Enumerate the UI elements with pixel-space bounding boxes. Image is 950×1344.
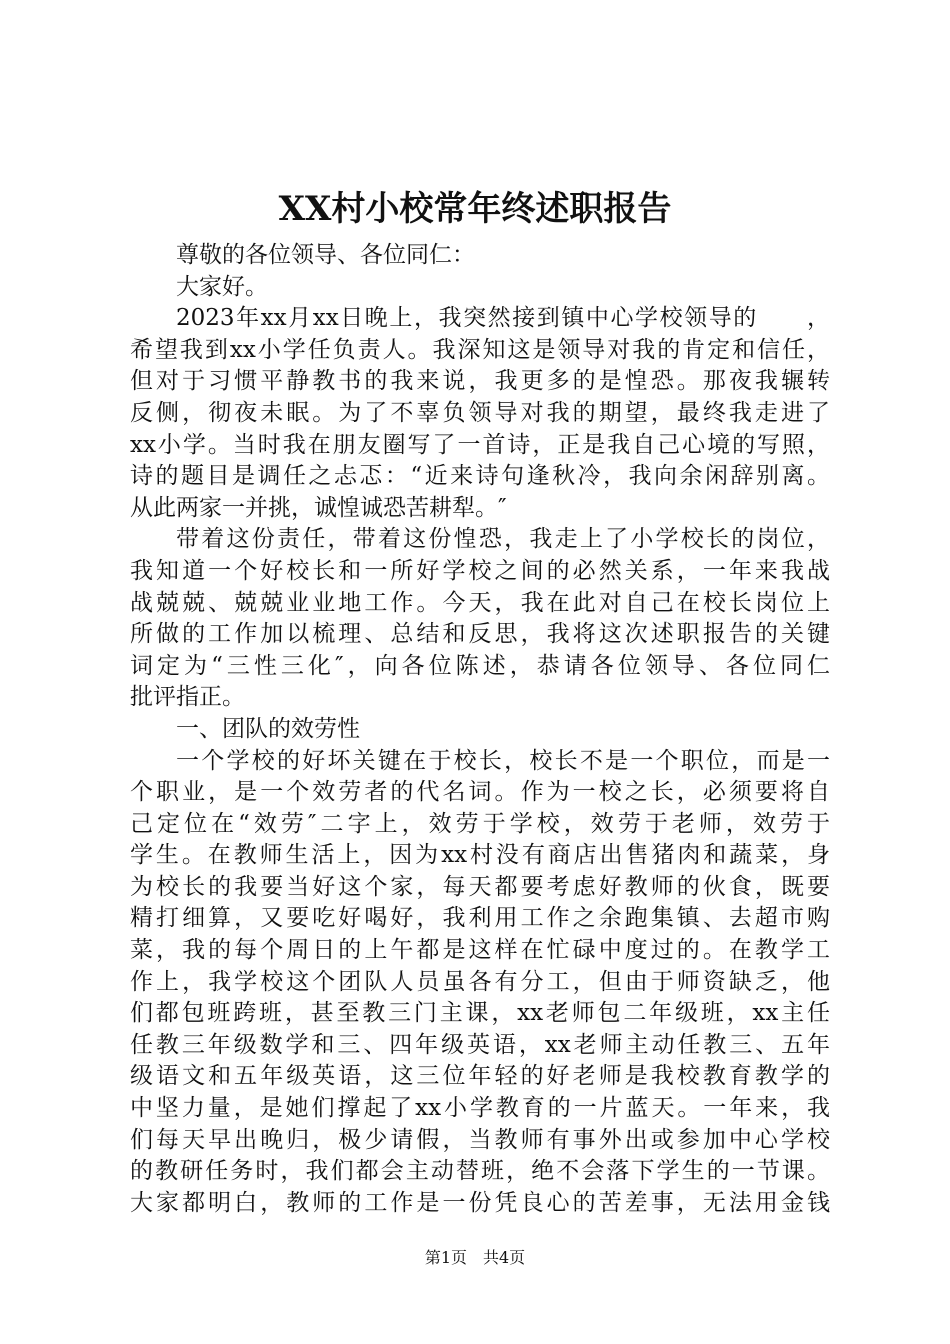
body-line: 我知道一个好校长和一所好学校之间的必然关系，一年来我战 [130,557,830,584]
body-line: 战兢兢、兢兢业业地工作。今天，我在此对自己在校长岗位上 [130,589,830,616]
body-line: 带着这份责任，带着这份惶恐，我走上了小学校长的岗位， [176,526,830,553]
body-line: 诗的题目是调任之忐忑：“近来诗句逢秋冷，我向余闲辞别离。 [130,463,830,490]
body-line: 级语文和五年级英语，这三位年轻的好老师是我校教育教学的 [130,1063,830,1090]
document-title: XX村小校常年终述职报告 [278,189,672,229]
body-line: 反侧，彻夜未眠。为了不辜负领导对我的期望，最终我走进了 [130,399,830,426]
body-line: 们都包班跨班，甚至教三门主课，xx老师包二年级班，xx主任 [130,1000,830,1027]
body-line: 中坚力量，是她们撑起了xx小学教育的一片蓝天。一年来，我 [130,1095,830,1122]
body-line: 批评指正。 [130,684,245,711]
body-line: 希望我到xx小学任负责人。我深知这是领导对我的肯定和信任， [130,336,830,363]
body-line: 的教研任务时，我们都会主动替班，绝不会落下学生的一节课。 [130,1158,830,1185]
body-line: 大家都明白，教师的工作是一份凭良心的苦差事，无法用金钱 [130,1189,830,1216]
body-line: xx小学。当时我在朋友圈写了一首诗，正是我自己心境的写照， [130,431,830,458]
body-line: 为校长的我要当好这个家，每天都要考虑好教师的伙食，既要 [130,873,830,900]
body-line: 己定位在“效劳″二字上，效劳于学校，效劳于老师，效劳于 [130,810,830,837]
body-line: 菜，我的每个周日的上午都是这样在忙碌中度过的。在教学工 [130,937,830,964]
document-body [130,240,830,1219]
body-line: 任教三年级数学和三、四年级英语，xx老师主动任教三、五年 [130,1031,830,1058]
body-line: 2023年xx月xx日晚上，我突然接到镇中心学校领导的 ， [176,305,830,332]
body-line: 作上，我学校这个团队人员虽各有分工，但由于师资缺乏，他 [130,968,830,995]
body-line: 词定为“三性三化″，向各位陈述，恭请各位领导、各位同仁 [130,652,830,679]
body-line: 学生。在教师生活上，因为xx村没有商店出售猪肉和蔬菜，身 [130,842,830,869]
body-line: 尊敬的各位领导、各位同仁： [176,242,475,268]
body-line: 一、团队的效劳性 [176,715,360,742]
body-line: 但对于习惯平静教书的我来说，我更多的是惶恐。那夜我辗转 [130,368,830,395]
body-line: 从此两家一并挑，诚惶诚恐苦耕犁。″ [130,494,507,521]
body-line: 所做的工作加以梳理、总结和反思，我将这次述职报告的关键 [130,621,830,648]
body-line: 们每天早出晚归，极少请假，当教师有事外出或参加中心学校 [130,1126,830,1153]
body-line: 一个学校的好坏关键在于校长，校长不是一个职位，而是一 [176,747,830,774]
page-footer: 第1页 共4页 [424,1248,526,1267]
body-line: 精打细算，又要吃好喝好，我利用工作之余跑集镇、去超市购 [130,905,830,932]
body-line: 个职业，是一个效劳者的代名词。作为一校之长，必须要将自 [130,779,830,806]
body-line: 大家好。 [176,273,268,300]
